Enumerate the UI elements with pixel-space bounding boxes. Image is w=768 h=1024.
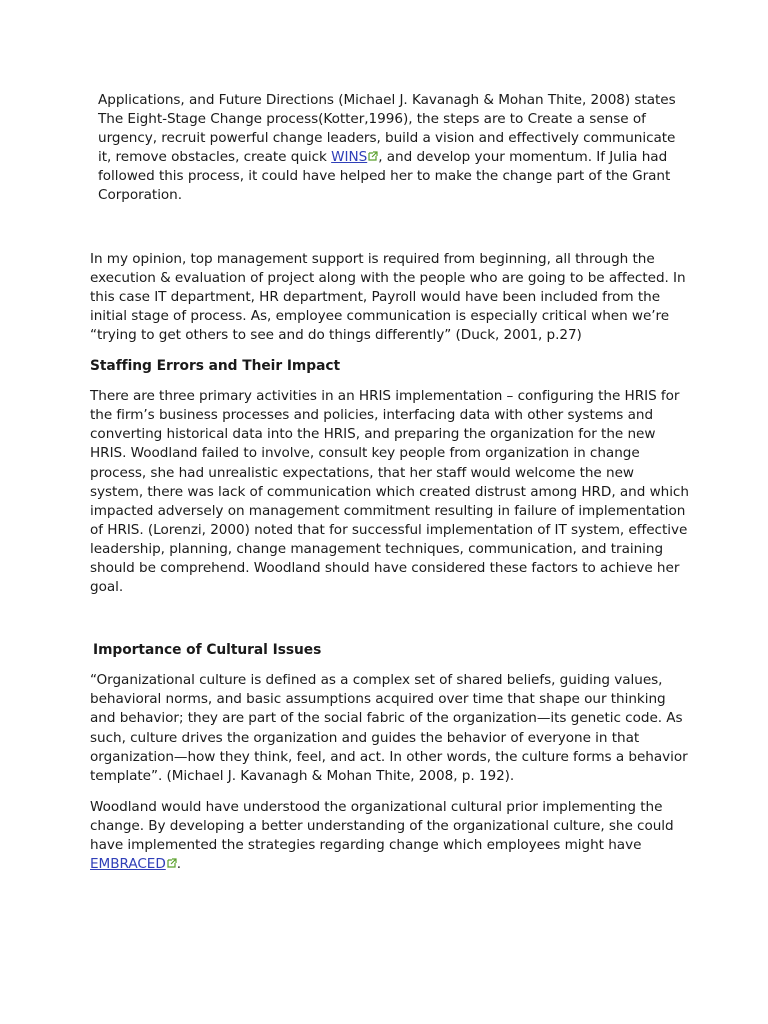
paragraph-woodland-culture <box>90 798 690 874</box>
paragraph-management-support: In my opinion, top management support is required from beginning, all through the execution & evaluation of project along with the people who are going to be affected. In this case IT department, HR department, Payroll would have been included from the initial stage of process. As, employee communication is especially critical when we’re “trying to get others to see and do things differently” (Duck, 2001, p.27) <box>90 250 686 343</box>
paragraph-hris-activities: There are three primary activities in an HRIS implementation – configuring the HRIS for the firm’s business processes and policies, interfacing data with other systems and converting historical data into the HRIS, and preparing the organization for the new HRIS. Woodland failed to involve, consult key people from organization in change process, she had unrealistic expectations, that her staff would welcome the new system, there was lack of communication which created distrust among HRD, and which impacted adversely on management commitment resulting in failure of implementation of HRIS. (Lorenzi, 2000) noted that for successful implementation of IT system, effective leadership, planning, change management techniques, communication, and training should be comprehend. Woodland should have considered these factors to achieve her goal. <box>90 388 689 596</box>
paragraph-text: , and develop your momentum. If Julia had followed this process, it could have helped her to make the change part of the Grant Corporation. <box>98 149 671 204</box>
paragraph-text: Applications, and Future Directions (Michael J. Kavanagh & Mohan Thite, 2008) states The Eight-Stage Change process(Kotter,1996), the steps are to Create a sense of urgency, recruit powerful change leaders, build a vision and effectively communicate it, remove obstacles, create quick <box>98 92 676 166</box>
external-link-icon[interactable] <box>167 855 177 865</box>
paragraph-text: Woodland would have understood the organizational cultural prior implementing the change. By developing a better understanding of the organizational culture, she could have implemented the strategies regarding change which employees might have <box>90 798 674 853</box>
wins-link[interactable]: WINS <box>331 149 368 166</box>
heading-staffing-errors: Staffing Errors and Their Impact <box>90 358 341 375</box>
heading-cultural-issues: Importance of Cultural Issues <box>93 642 322 659</box>
embraced-link[interactable]: EMBRACED <box>90 856 166 873</box>
paragraph-kotter-process <box>90 91 690 206</box>
paragraph-text: . <box>176 856 182 873</box>
paragraph-organizational-culture: “Organizational culture is defined as a complex set of shared beliefs, guiding values, behavioral norms, and basic assumptions acquired over time that shape our thinking and behavior; they are part of the social fabric of the organization—its genetic code. As such, culture drives the organization and guides the behavior of everyone in that organization—how they think, feel, and act. In other words, the culture forms a behavior template”. (Michael J. Kavanagh & Mohan Thite, 2008, p. 192). <box>90 672 688 784</box>
document-page <box>90 91 690 874</box>
external-link-icon[interactable] <box>368 148 378 158</box>
